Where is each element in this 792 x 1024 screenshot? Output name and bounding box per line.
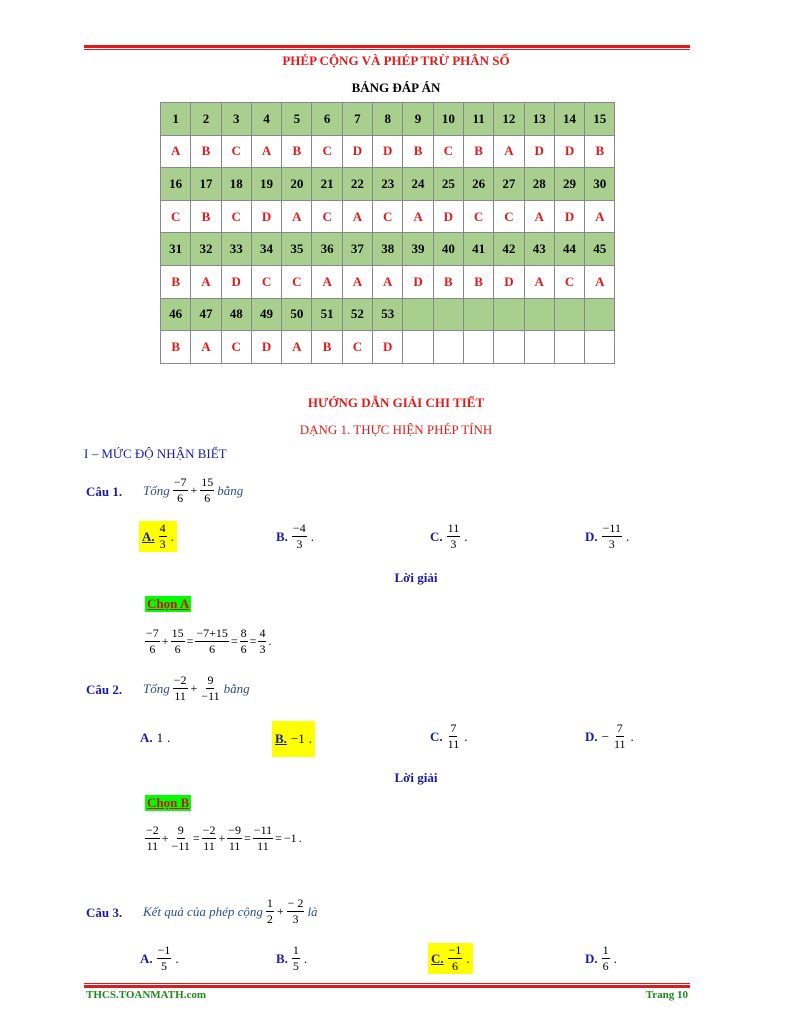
question-number-cell: 40 — [433, 233, 463, 266]
question-number-cell: 6 — [312, 103, 342, 136]
question-number-cell: 9 — [403, 103, 433, 136]
answer-cell: A — [191, 331, 221, 364]
q3-text — [143, 896, 318, 927]
answer-cell: B — [191, 200, 221, 233]
answer-cell: A — [342, 200, 372, 233]
footer-rule-thick — [84, 985, 690, 988]
answer-cell: C — [282, 265, 312, 298]
question-number-cell: 11 — [463, 103, 493, 136]
answer-row — [161, 331, 615, 364]
answer-cell: D — [342, 135, 372, 168]
answer-cell: D — [373, 135, 403, 168]
answer-cell: C — [161, 200, 191, 233]
question-number-cell: 25 — [433, 168, 463, 201]
answer-cell: D — [221, 265, 251, 298]
answer-cell: D — [554, 135, 584, 168]
q3-fraction-1: $\frac{1}{2}$ — [266, 896, 273, 926]
q3-text-after: là — [307, 903, 318, 919]
q1-label: Câu 1. — [86, 484, 123, 499]
question-number-cell: 13 — [524, 103, 554, 136]
question-number-cell: 37 — [342, 233, 372, 266]
question-number-cell: 21 — [312, 168, 342, 201]
q3-operator: + — [276, 904, 284, 918]
question-number-cell: 18 — [221, 168, 251, 201]
question-number-cell: 39 — [403, 233, 433, 266]
section-title: DẠNG 1. THỰC HIỆN PHÉP TÍNH — [299, 422, 493, 437]
answer-cell: C — [312, 135, 342, 168]
question-number-cell: 12 — [494, 103, 524, 136]
question-number-cell: 42 — [494, 233, 524, 266]
answer-cell: A — [403, 200, 433, 233]
q2-solution: $\frac{-2}{11}$ + $\frac{9}{-11}$ = $\frac{-2}{11}$ + $\frac{-9}{11}$ = $\frac{-11}{11}$ = −1 . — [146, 823, 302, 853]
question-number-cell: 14 — [554, 103, 584, 136]
question-number-cell: 46 — [161, 298, 191, 331]
question-number-cell — [554, 298, 584, 331]
answer-cell: A — [251, 135, 281, 168]
question-number-cell: 1 — [161, 103, 191, 136]
q2-text — [143, 673, 250, 704]
q1-operator: + — [190, 483, 198, 497]
answer-row — [161, 135, 615, 168]
question-number-cell: 3 — [221, 103, 251, 136]
question-number-cell — [403, 298, 433, 331]
question-number-cell: 16 — [161, 168, 191, 201]
answer-cell: D — [524, 135, 554, 168]
q3-option-d[interactable]: D. $\frac{1}{6}$ . — [585, 943, 617, 973]
answer-cell: B — [403, 135, 433, 168]
question-number-cell: 36 — [312, 233, 342, 266]
question-number-cell: 34 — [251, 233, 281, 266]
q1-fraction-2: $\frac{15}{6}$ — [201, 475, 214, 505]
q1-choice: Chọn A — [147, 596, 190, 611]
q3-option-c[interactable]: C. $\frac{-1}{6}$ . — [428, 943, 473, 974]
question-number-cell: 17 — [191, 168, 221, 201]
document-title: PHÉP CỘNG VÀ PHÉP TRỪ PHÂN SỐ — [282, 53, 510, 68]
footer-site: THCS.TOANMATH.com — [86, 989, 206, 1001]
answer-cell: B — [463, 265, 493, 298]
answer-cell: C — [494, 200, 524, 233]
q2-choice: Chọn B — [147, 795, 190, 810]
answer-cell: D — [251, 200, 281, 233]
question-number-row — [161, 233, 615, 266]
q1-option-b[interactable]: B. $\frac{-4}{3}$ . — [276, 521, 314, 551]
answer-cell: D — [433, 200, 463, 233]
answer-cell — [554, 331, 584, 364]
question-number-cell: 15 — [585, 103, 615, 136]
answer-cell: D — [251, 331, 281, 364]
header-rule-thick — [84, 45, 690, 48]
question-number-cell: 5 — [282, 103, 312, 136]
q1-option-d[interactable]: D. $\frac{-11}{3}$ . — [585, 521, 630, 551]
q3-text-before: Kết quả của phép cộng — [143, 903, 263, 919]
answer-cell: B — [161, 265, 191, 298]
answer-cell: B — [161, 331, 191, 364]
question-number-cell: 8 — [373, 103, 403, 136]
question-number-cell: 41 — [463, 233, 493, 266]
question-number-cell: 19 — [251, 168, 281, 201]
answer-row — [161, 200, 615, 233]
question-number-cell: 52 — [342, 298, 372, 331]
answer-cell: A — [524, 200, 554, 233]
question-number-cell: 28 — [524, 168, 554, 201]
answer-cell: D — [373, 331, 403, 364]
q3-fraction-2: $\frac{- 2}{3}$ — [287, 896, 304, 926]
question-number-row — [161, 298, 615, 331]
question-number-cell: 10 — [433, 103, 463, 136]
q1-text-before: Tổng — [143, 482, 170, 498]
answer-cell: B — [312, 331, 342, 364]
q2-option-a[interactable]: A. 1 . — [140, 730, 171, 745]
question-number-cell — [494, 298, 524, 331]
q1-solution-label: Lời giải — [394, 570, 438, 585]
answer-cell — [494, 331, 524, 364]
q2-text-after: bằng — [223, 680, 250, 696]
question-number-cell: 7 — [342, 103, 372, 136]
footer-page-number: Trang 10 — [645, 989, 688, 1001]
q2-fraction-1: $\frac{-2}{11}$ — [173, 673, 187, 703]
q2-solution-label: Lời giải — [394, 770, 438, 785]
answer-cell: C — [221, 135, 251, 168]
answer-cell: B — [191, 135, 221, 168]
q3-label: Câu 3. — [86, 905, 123, 920]
answer-cell: C — [463, 200, 493, 233]
q2-operator: + — [190, 681, 198, 695]
q1-fraction-1: $\frac{-7}{6}$ — [173, 475, 187, 505]
question-number-cell: 30 — [585, 168, 615, 201]
question-number-cell: 45 — [585, 233, 615, 266]
answer-cell: B — [282, 135, 312, 168]
question-number-row — [161, 168, 615, 201]
header-rule-thin — [84, 49, 690, 50]
answer-cell: C — [554, 265, 584, 298]
answer-cell: C — [221, 331, 251, 364]
question-number-cell: 4 — [251, 103, 281, 136]
question-number-cell: 47 — [191, 298, 221, 331]
question-number-cell: 50 — [282, 298, 312, 331]
question-number-cell: 27 — [494, 168, 524, 201]
question-number-cell: 29 — [554, 168, 584, 201]
question-number-cell: 43 — [524, 233, 554, 266]
level-title: I – MỨC ĐỘ NHẬN BIẾT — [84, 446, 227, 461]
q3-option-b[interactable]: B. $\frac{1}{5}$ . — [276, 943, 308, 973]
question-number-cell: 49 — [251, 298, 281, 331]
question-number-cell: 24 — [403, 168, 433, 201]
q2-option-b[interactable]: B. −1 . — [272, 721, 315, 757]
answer-cell: B — [433, 265, 463, 298]
answer-cell: C — [251, 265, 281, 298]
question-number-cell: 44 — [554, 233, 584, 266]
q2-option-c[interactable]: C. $\frac{7}{11}$ . — [430, 721, 468, 751]
answer-row — [161, 265, 615, 298]
question-number-cell: 22 — [342, 168, 372, 201]
question-number-cell: 48 — [221, 298, 251, 331]
answer-cell: D — [554, 200, 584, 233]
question-number-row — [161, 103, 615, 136]
q2-option-d[interactable]: D. − $\frac{7}{11}$ . — [585, 721, 634, 751]
q1-text — [143, 475, 243, 506]
question-number-cell: 20 — [282, 168, 312, 201]
answer-cell — [463, 331, 493, 364]
answer-cell: A — [191, 265, 221, 298]
question-number-cell — [524, 298, 554, 331]
q2-label: Câu 2. — [86, 682, 123, 697]
question-number-cell — [463, 298, 493, 331]
answer-table-title: BẢNG ĐÁP ÁN — [351, 80, 441, 95]
question-number-cell: 32 — [191, 233, 221, 266]
answer-cell — [585, 331, 615, 364]
answer-cell: A — [585, 265, 615, 298]
answer-cell: B — [585, 135, 615, 168]
answer-cell: A — [373, 265, 403, 298]
answer-cell: A — [342, 265, 372, 298]
answer-cell: B — [463, 135, 493, 168]
answer-cell: C — [342, 331, 372, 364]
answer-cell: A — [282, 331, 312, 364]
question-number-cell: 31 — [161, 233, 191, 266]
answer-cell: C — [312, 200, 342, 233]
question-number-cell: 33 — [221, 233, 251, 266]
q3-option-a[interactable]: A. $\frac{-1}{5}$ . — [140, 943, 179, 973]
question-number-cell: 26 — [463, 168, 493, 201]
question-number-cell: 38 — [373, 233, 403, 266]
answer-cell: D — [494, 265, 524, 298]
question-number-cell — [585, 298, 615, 331]
answer-cell: C — [433, 135, 463, 168]
q1-text-after: bằng — [217, 482, 244, 498]
answer-cell — [433, 331, 463, 364]
answer-cell: A — [282, 200, 312, 233]
q1-option-c[interactable]: C. $\frac{11}{3}$ . — [430, 521, 468, 551]
answer-cell: A — [161, 135, 191, 168]
q1-solution: $\frac{-7}{6}$ + $\frac{15}{6}$ = $\frac{-7+15}{6}$ = $\frac{8}{6}$ = $\frac{4}{3}$ . — [146, 626, 272, 656]
q2-fraction-2: $\frac{9}{-11}$ — [201, 673, 220, 703]
answer-cell: A — [494, 135, 524, 168]
question-number-cell: 53 — [373, 298, 403, 331]
answer-cell — [524, 331, 554, 364]
answer-cell — [403, 331, 433, 364]
answer-cell: A — [585, 200, 615, 233]
question-number-cell: 35 — [282, 233, 312, 266]
question-number-cell: 51 — [312, 298, 342, 331]
question-number-cell: 2 — [191, 103, 221, 136]
answer-cell: C — [221, 200, 251, 233]
footer-rule-thin — [84, 983, 690, 984]
question-number-cell: 23 — [373, 168, 403, 201]
answer-cell: D — [403, 265, 433, 298]
question-number-cell — [433, 298, 463, 331]
guide-title: HƯỚNG DẪN GIẢI CHI TIẾT — [307, 395, 485, 410]
q1-option-a[interactable]: A. $\frac{4}{3}$ . — [139, 521, 177, 552]
answer-cell: C — [373, 200, 403, 233]
q2-text-before: Tổng — [143, 680, 170, 696]
answer-cell: A — [524, 265, 554, 298]
answer-table — [160, 102, 615, 364]
answer-cell: A — [312, 265, 342, 298]
